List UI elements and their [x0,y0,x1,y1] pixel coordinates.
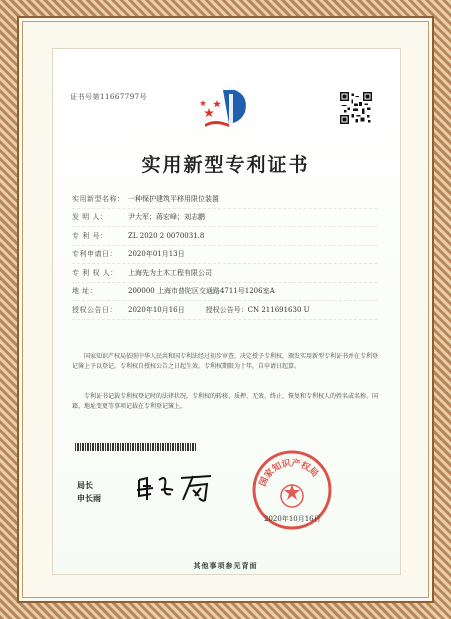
field-row-inventors [72,209,377,228]
field-value: 200000 上海市普陀区交通路4711号1206室A [128,287,275,296]
field-value: 2020年01月13日 [128,250,185,259]
signature-title-director: 局长 [77,480,93,490]
field-label: 发 明 人： [72,213,108,222]
signature-title-name: 申长雨 [77,493,101,503]
paragraph-grant: 国家知识产权局依照中华人民共和国专利法经过初步审查，决定授予专利权，颁发实用新型专利证书并在专利登记簿上予以登记。专利权自授权公告之日起生效。专利权期限为十年，自申请日起算。 [72,353,379,370]
field-label: 专 利 号： [72,231,108,240]
certificate-number: 证书号第11667797号 [70,93,148,101]
field-value: 一种保护建筑平移用限位装置 [128,194,219,203]
field-value: 尹大军；蒋宏峰；刘志鹏 [128,213,205,222]
seal-date: 2020年10月16日 [264,515,321,523]
field-label: 地 址： [72,287,98,296]
certificate-title: 实用新型专利证书 [141,154,310,176]
field-label: 实用新型名称： [72,194,125,203]
handwritten-signature [133,466,217,510]
footer-note: 其他事项参见背面 [193,561,258,570]
field-label: 专利申请日： [72,250,117,259]
barcode [75,443,197,451]
cnipa-logo-icon [195,86,255,132]
field-value: 2020年10月16日 授权公告号：CN 211691630 U [128,305,310,314]
field-row-name [72,190,377,209]
field-value: ZL 2020 2 0070031.8 [128,231,205,240]
fields-list [72,190,377,320]
field-row-grant-date [72,301,377,320]
seal-text: 国家知识产权局 [258,458,320,489]
field-row-patentee [72,264,377,283]
field-row-application-date [72,246,377,265]
paragraph-legal: 专利证书记载专利权登记时的法律状况。专利权的转移、质押、无效、终止、恢复和专利权人的姓名或名称、国籍、地址变更等事项记载在专利登记簿上。 [72,393,379,410]
field-row-patent-number [72,227,377,246]
field-value: 上海先为土木工程有限公司 [128,268,212,277]
field-label: 专 利 权 人： [72,268,118,277]
field-label: 授权公告日： [72,305,117,314]
qr-code-icon [340,92,372,124]
field-row-address [72,283,377,302]
